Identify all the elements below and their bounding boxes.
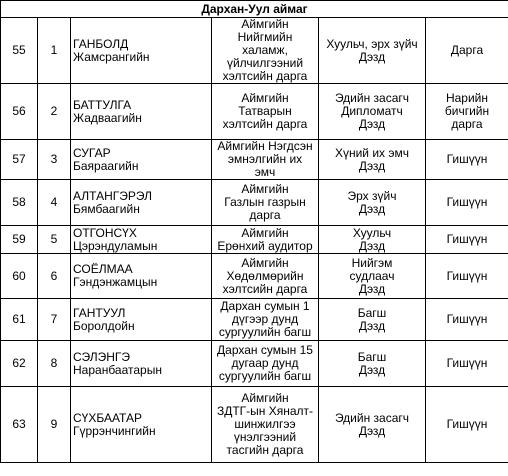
- table-row: [1, 180, 508, 226]
- member-name-line: Гэндэнжамцын: [73, 275, 158, 289]
- member-degree: [319, 387, 426, 463]
- member-name: [71, 226, 212, 254]
- member-position: [212, 84, 319, 140]
- member-degree-line: Багш: [357, 349, 387, 364]
- member-position-line: дарга: [249, 208, 281, 222]
- member-position-line: хэлтсийн дарга: [222, 69, 308, 83]
- member-degree-line: Хуульч, эрх зүйч: [326, 36, 418, 51]
- member-position-line: Газлын газрын: [224, 195, 306, 209]
- member-degree: [319, 341, 426, 387]
- member-role: [426, 387, 508, 463]
- member-position-line: Аймгийн: [241, 225, 289, 240]
- member-name-line: БАТТУЛГА: [73, 97, 132, 112]
- member-degree: [319, 140, 426, 180]
- member-degree-line: Эдийн засагч: [334, 410, 410, 425]
- member-degree-line: Нийгэм: [351, 255, 393, 270]
- member-degree-line: Дэзд: [358, 158, 386, 173]
- member-degree-line: Дэзд: [358, 318, 386, 333]
- member-role-line: дарга: [451, 117, 483, 131]
- member-name-line: Жамсрангийн: [73, 49, 150, 64]
- table-row: [1, 254, 508, 299]
- member-degree-line: Эрх зүйч: [347, 188, 397, 203]
- member-degree-line: Дэзд: [358, 49, 386, 64]
- row-index: 8: [38, 341, 71, 387]
- row-number: 59: [1, 226, 38, 254]
- member-position-line: сургуулийн багш: [218, 325, 312, 339]
- member-position: [212, 387, 319, 463]
- member-name-line: Баяраагийн: [73, 158, 139, 173]
- member-name: [71, 180, 212, 226]
- member-degree-line: судлаач: [349, 268, 395, 283]
- member-name-line: СЭЛЭНГЭ: [73, 349, 131, 364]
- member-position-line: хэлтсийн дарга: [222, 281, 308, 296]
- row-index: 9: [38, 387, 71, 463]
- table-row: [1, 341, 508, 387]
- row-index: 4: [38, 180, 71, 226]
- member-degree-line: Хуульч: [352, 225, 392, 240]
- row-index: 6: [38, 254, 71, 299]
- member-position-line: тасгийн дарга: [226, 443, 304, 457]
- member-name-line: ОТГОНСҮХ: [73, 225, 137, 240]
- member-position-line: Дархан сумын 1: [220, 299, 310, 313]
- row-index: 1: [38, 18, 71, 84]
- row-number: 63: [1, 387, 38, 463]
- member-name-line: Цэрэндуламын: [73, 238, 158, 253]
- member-name-line: ГАНТУУЛ: [73, 305, 126, 320]
- row-number: 56: [1, 84, 38, 140]
- member-role: [426, 140, 508, 180]
- member-position-line: сургуулийн багш: [218, 369, 312, 383]
- member-position-line: дугаар дунд: [231, 356, 299, 370]
- member-position: [212, 226, 319, 254]
- member-position-line: эмч: [254, 165, 276, 179]
- member-role-line: Нарийн: [445, 91, 489, 105]
- member-position: [212, 299, 319, 341]
- member-name-line: СҮХБААТАР: [73, 410, 142, 425]
- member-position: [212, 180, 319, 226]
- row-number: 55: [1, 18, 38, 84]
- member-position-line: дүгээр дунд: [231, 312, 299, 326]
- member-degree-line: Дэзд: [358, 117, 386, 131]
- member-position-line: үнэлгээний: [233, 430, 297, 444]
- row-index: 7: [38, 299, 71, 341]
- member-role-line: Гишүүн: [446, 268, 488, 283]
- member-role-line: Дарга: [450, 43, 484, 57]
- member-position-line: Аймгийн: [241, 182, 289, 196]
- member-position: [212, 18, 319, 84]
- member-position-line: Аймгийн: [241, 255, 289, 270]
- table-row: [1, 18, 508, 84]
- member-name: [71, 387, 212, 463]
- title-row: [1, 1, 508, 18]
- member-name: [71, 84, 212, 140]
- table-row: [1, 140, 508, 180]
- member-name-line: ГАНБОЛД: [73, 36, 129, 51]
- member-degree-line: Эдийн засагч: [334, 91, 410, 105]
- member-role-line: Гишүүн: [446, 417, 488, 431]
- member-position: [212, 341, 319, 387]
- member-position-line: Татварын: [238, 104, 292, 118]
- member-position-line: Нийгмийн: [237, 30, 293, 44]
- member-degree-line: Дэзд: [358, 238, 386, 253]
- member-position-line: Аймгийн: [241, 391, 289, 405]
- member-position-line: Аймгийн: [241, 17, 289, 31]
- member-position-line: эмнэлгийн их: [227, 152, 303, 166]
- row-index: 5: [38, 226, 71, 254]
- member-role: [426, 18, 508, 84]
- member-role-line: Гишүүн: [446, 152, 488, 166]
- row-index: 3: [38, 140, 71, 180]
- member-position-line: Хөдөлмөрийн: [226, 268, 304, 283]
- member-role-line: Гишүүн: [446, 356, 488, 370]
- member-role-line: бичгийн: [444, 104, 490, 118]
- row-number: 61: [1, 299, 38, 341]
- member-role: [426, 254, 508, 299]
- member-position-line: Ерөнхий аудитор: [217, 238, 313, 253]
- row-number: 60: [1, 254, 38, 299]
- member-name-line: Жадваагийн: [73, 110, 142, 125]
- member-role: [426, 341, 508, 387]
- member-role: [426, 226, 508, 254]
- member-degree-line: Дэзд: [358, 423, 386, 438]
- table-row: [1, 226, 508, 254]
- member-position-line: ЗДТГ-ын Хяналт-: [216, 404, 314, 418]
- member-degree-line: Дэзд: [358, 201, 386, 216]
- member-role-line: Гишүүн: [446, 195, 488, 209]
- member-degree: [319, 226, 426, 254]
- member-degree: [319, 180, 426, 226]
- member-degree-line: Дэзд: [358, 362, 386, 377]
- member-position-line: Дархан сумын 15: [217, 343, 313, 357]
- member-position-line: шинжилгээ: [234, 417, 296, 431]
- member-degree: [319, 299, 426, 341]
- member-name-line: СУГАР: [73, 145, 111, 160]
- member-role-line: Гишүүн: [446, 312, 488, 326]
- member-position: [212, 140, 319, 180]
- member-role: [426, 84, 508, 140]
- member-position-line: Аймгийн Нэгдсэн: [217, 139, 313, 153]
- member-position-line: Аймгийн: [241, 91, 289, 105]
- member-name: [71, 254, 212, 299]
- row-index: 2: [38, 84, 71, 140]
- member-position-line: хэлтсийн дарга: [222, 117, 308, 131]
- row-number: 57: [1, 140, 38, 180]
- member-position: [212, 254, 319, 299]
- table-row: [1, 84, 508, 140]
- table-row: [1, 299, 508, 341]
- member-name: [71, 140, 212, 180]
- member-role: [426, 180, 508, 226]
- member-position-line: халамж,: [242, 43, 288, 57]
- member-degree: [319, 84, 426, 140]
- member-degree-line: Дэзд: [358, 281, 386, 296]
- member-degree-line: Хүний их эмч: [334, 145, 410, 160]
- member-name: [71, 341, 212, 387]
- member-name-line: Гүррэнчингийн: [73, 423, 156, 438]
- member-name-line: Бямбаагийн: [73, 201, 140, 216]
- member-name: [71, 299, 212, 341]
- table-row: [1, 387, 508, 463]
- member-name-line: Боролдойн: [73, 318, 135, 333]
- member-degree-line: Багш: [357, 305, 387, 320]
- table-title: Дархан-Уул аймаг: [1, 1, 508, 18]
- member-name-line: СОЁЛМАА: [73, 262, 133, 276]
- member-degree-line: Дипломатч: [341, 104, 403, 118]
- member-name-line: Наранбаатарын: [73, 362, 162, 377]
- row-number: 62: [1, 341, 38, 387]
- member-name-line: АЛТАНГЭРЭЛ: [73, 188, 152, 203]
- member-name: [71, 18, 212, 84]
- row-number: 58: [1, 180, 38, 226]
- member-role: [426, 299, 508, 341]
- member-role-line: Гишүүн: [446, 232, 488, 246]
- member-degree: [319, 18, 426, 84]
- member-position-line: үйлчилгээний: [226, 56, 304, 70]
- member-degree: [319, 254, 426, 299]
